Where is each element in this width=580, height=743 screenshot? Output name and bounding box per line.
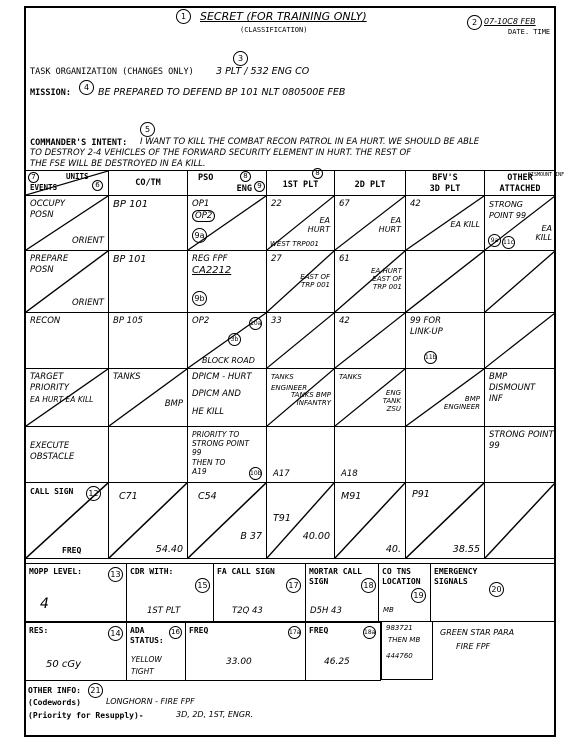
matrix-cell: BP 105 — [109, 313, 188, 369]
matrix-cell: DPICM - HURT DPICM AND HE KILL — [188, 369, 267, 427]
event-cell: EXECUTE OBSTACLE — [26, 427, 109, 483]
intent-line-1: I WANT TO KILL THE COMBAT RECON PATROL IN EA HURT. WE SHOULD BE ABLE — [140, 137, 480, 147]
col-header-2d-plt: 2D PLT — [335, 171, 406, 196]
col-header-bfvs: BFV'S 3D PLT — [406, 171, 485, 196]
status-table-2 — [25, 622, 381, 681]
matrix-cell: BP 101 — [109, 196, 188, 251]
row-occupy-posn — [26, 196, 556, 251]
matrix-cell: OP1 OP2 9a — [188, 196, 267, 251]
mission-marker: 4 — [79, 80, 94, 95]
marker-1: 1 — [176, 9, 191, 24]
matrix-header-row — [26, 171, 556, 196]
pso-marker: 8 — [240, 171, 251, 182]
intent-line-2: TO DESTROY 2-4 VEHICLES OF THE FORWARD SECURITY ELEMENT IN HURT. THE REST OF — [30, 148, 412, 158]
matrix-cell: 67 EA HURT — [335, 196, 406, 251]
matrix-cell: 99 FOR LINK-UP 11b — [406, 313, 485, 369]
status-table-1 — [25, 563, 556, 622]
event-cell: PREPARE POSN ORIENT — [26, 251, 109, 313]
matrix-cell: REG FPF CA2212 9b — [188, 251, 267, 313]
row-prepare-posn — [26, 251, 556, 313]
matrix-cell: P91 38.55 — [406, 483, 485, 559]
sync-matrix — [25, 170, 556, 559]
row-call-sign — [26, 483, 556, 559]
matrix-cell: 61 EA HURT EAST OF TRP 001 — [335, 251, 406, 313]
matrix-cell: BMP DISMOUNT INF — [485, 369, 556, 427]
codewords-value: LONGHORN - FIRE FPF — [106, 697, 195, 706]
col-header-other: OTHER ATTACHED — [485, 171, 556, 196]
1st-plt-marker: 8 — [312, 168, 323, 179]
fa-call-cell: FA CALL SIGN 17 T2Q 43 — [214, 564, 306, 622]
matrix-cell: M91 40. — [335, 483, 406, 559]
co-tns-lower: 983721 THEN MB 444760 — [381, 622, 433, 680]
matrix-cell: PRIORITY TO STRONG POINT 99 THEN TO A19 10b — [188, 427, 267, 483]
mission-value: BE PREPARED TO DEFEND BP 101 NLT 080500E FEB — [98, 87, 346, 98]
matrix-cell: TANKS ENGINEER TANKS BMP INFANTRY — [267, 369, 335, 427]
intent-line-3: THE FSE WILL BE DESTROYED IN EA KILL. — [30, 159, 206, 169]
matrix-cell: 42 EA KILL — [406, 196, 485, 251]
row-target-priority — [26, 369, 556, 427]
cdr-with-cell: CDR WITH: 15 1ST PLT — [127, 564, 214, 622]
mission-label: MISSION: — [30, 88, 71, 98]
matrix-cell: 42 — [335, 313, 406, 369]
matrix-cell: STRONG POINT 99 — [485, 427, 556, 483]
col-header-pso: PSO ENG — [188, 171, 267, 196]
matrix-cell: TANKS ENG TANK ZSU — [335, 369, 406, 427]
emergency-cell: EMERGENCY SIGNALS 20 — [431, 564, 556, 622]
event-cell: CALL SIGN 12 FREQ — [26, 483, 109, 559]
co-tns-cell: CO TNS LOCATION 19 MB — [379, 564, 431, 622]
resupply-value: 3D, 2D, 1ST, ENGR. — [176, 710, 254, 719]
task-org-value: 3 PLT / 532 ENG CO — [216, 66, 310, 77]
other-note: DISMOUNT INF — [528, 172, 565, 178]
other-info-label: OTHER INFO: — [28, 686, 81, 695]
matrix-cell: 27 EAST OF TRP 001 — [267, 251, 335, 313]
matrix-cell — [406, 251, 485, 313]
classification-value: SECRET (FOR TRAINING ONLY) — [200, 10, 367, 23]
matrix-cell: A17 — [267, 427, 335, 483]
matrix-cell — [485, 251, 556, 313]
matrix-cell — [109, 427, 188, 483]
emergency-value-1: GREEN STAR PARA — [440, 628, 515, 637]
ada-cell: ADA STATUS: 16 YELLOW TIGHT — [127, 623, 186, 681]
event-cell: RECON — [26, 313, 109, 369]
matrix-cell: OP2 10a 3b BLOCK ROAD — [188, 313, 267, 369]
freq-fa-cell: FREQ 17a 33.00 — [186, 623, 306, 681]
matrix-cell: C54 B 37 — [188, 483, 267, 559]
matrix-cell: C71 54.40 — [109, 483, 188, 559]
dtg-label: DATE. TIME — [508, 28, 551, 36]
matrix-cell: 33 — [267, 313, 335, 369]
freq-mortar-cell: FREQ 18a 46.25 — [306, 623, 381, 681]
matrix-cell: T91 40.00 — [267, 483, 335, 559]
intent-marker: 5 — [140, 122, 155, 137]
task-org-label: TASK ORGANIZATION (CHANGES ONLY) — [30, 67, 194, 77]
matrix-cell: BMP ENGINEER — [406, 369, 485, 427]
col-header-co-tm: CO/TM — [109, 171, 188, 196]
matrix-cell — [485, 313, 556, 369]
row-recon — [26, 313, 556, 369]
emergency-value-2: FIRE FPF — [456, 642, 491, 651]
row-execute-obstacle — [26, 427, 556, 483]
marker-2: 2 — [467, 15, 482, 30]
corner-cell: 7 UNITS EVENTS 6 — [26, 171, 109, 196]
matrix-cell: BP 101 — [109, 251, 188, 313]
other-info-marker: 21 — [88, 683, 103, 698]
mopp-cell: MOPP LEVEL: 13 4 — [26, 564, 127, 622]
matrix-cell: TANKS BMP — [109, 369, 188, 427]
matrix-cell — [485, 483, 556, 559]
event-cell: TARGET PRIORITY EA HURT EA KILL — [26, 369, 109, 427]
res-cell: RES: 14 50 cGy — [26, 623, 127, 681]
eng-marker: 9 — [254, 181, 265, 192]
matrix-cell: 22 EA HURT WEST TRP001 — [267, 196, 335, 251]
dtg-value: 07-10C8 FEB — [484, 17, 536, 26]
mortar-cell: MORTAR CALL SIGN 18 D5H 43 — [306, 564, 379, 622]
matrix-cell — [406, 427, 485, 483]
resupply-label: (Priority for Resupply)- — [28, 711, 144, 720]
codewords-label: (Codewords) — [28, 698, 81, 707]
matrix-cell: A18 — [335, 427, 406, 483]
event-cell: OCCUPY POSN ORIENT — [26, 196, 109, 251]
marker-3: 3 — [233, 51, 248, 66]
classification-label: (CLASSIFICATION) — [240, 26, 308, 34]
intent-label: COMMANDER'S INTENT: — [30, 138, 128, 148]
col-header-1st-plt: 1ST PLT — [267, 171, 335, 196]
matrix-cell: STRONG POINT 99 9a 11c EA KILL — [485, 196, 556, 251]
